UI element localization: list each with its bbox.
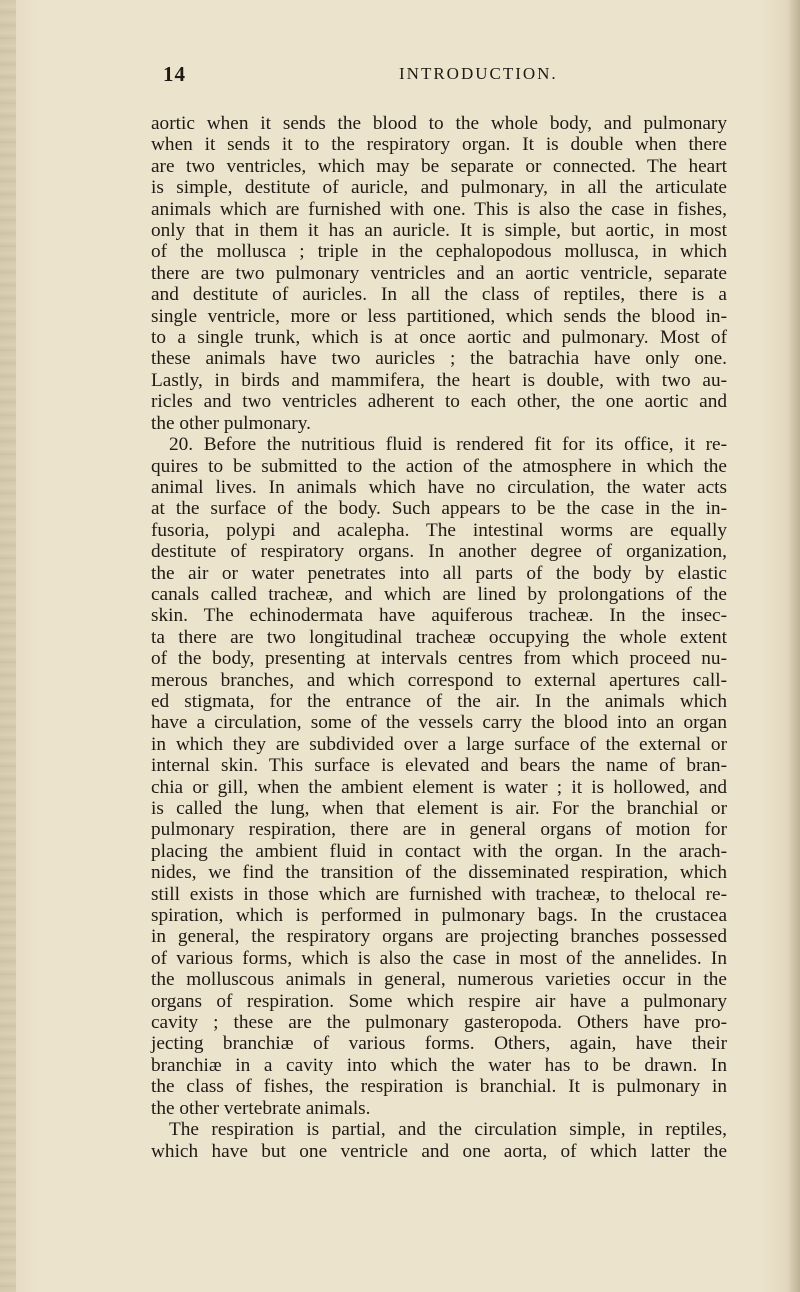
text-line: Lastly, in birds and mammifera, the heart is double, with two au-: [151, 369, 727, 391]
body-text: [151, 113, 727, 1162]
text-line: the class of fishes, the respiration is branchial. It is pulmonary in: [151, 1076, 727, 1098]
text-line: ricles and two ventricles adherent to each other, the one aortic and: [151, 391, 727, 413]
text-line: which have but one ventricle and one aorta, of which latter the: [151, 1140, 727, 1162]
page-binding-edge: [0, 0, 16, 1292]
text-line: merous branches, and which correspond to external apertures call-: [151, 669, 727, 691]
text-line: canals called tracheæ, and which are lined by prolongations of the: [151, 583, 727, 605]
text-line: animals which are furnished with one. This is also the case in fishes,: [151, 198, 727, 220]
text-line: animal lives. In animals which have no circulation, the water acts: [151, 476, 727, 498]
text-line: nides, we find the transition of the disseminated respiration, which: [151, 862, 727, 884]
text-line: the other pulmonary.: [151, 412, 311, 434]
running-title: INTRODUCTION.: [399, 64, 558, 83]
text-line: are two ventricles, which may be separate or connected. The heart: [151, 155, 727, 177]
text-line: and destitute of auricles. In all the class of reptiles, there is a: [151, 284, 727, 306]
text-line: skin. The echinodermata have aquiferous tracheæ. In the insec-: [151, 605, 727, 627]
text-line: spiration, which is performed in pulmonary bags. In the crustacea: [151, 905, 727, 927]
text-line: fusoria, polypi and acalepha. The intestinal worms are equally: [151, 519, 727, 541]
text-line: of various forms, which is also the case in most of the annelides. In: [151, 947, 727, 969]
text-line: of the mollusca ; triple in the cephalopodous mollusca, in which: [151, 241, 727, 263]
text-line: still exists in those which are furnished with tracheæ, to thelocal re-: [151, 883, 727, 905]
page-header: [163, 62, 723, 92]
text-line: single ventricle, more or less partitioned, which sends the blood in-: [151, 305, 727, 327]
text-line: have a circulation, some of the vessels carry the blood into an organ: [151, 712, 727, 734]
text-line: cavity ; these are the pulmonary gasteropoda. Others have pro-: [151, 1012, 727, 1034]
text-line: is simple, destitute of auricle, and pulmonary, in all the articulate: [151, 177, 727, 199]
text-line: destitute of respiratory organs. In another degree of organization,: [151, 541, 727, 563]
text-line: at the surface of the body. Such appears to be the case in the in-: [151, 498, 727, 520]
text-line: 20. Before the nutritious fluid is rendered fit for its office, it re-: [169, 434, 727, 456]
text-line: aortic when it sends the blood to the whole body, and pulmonary: [151, 113, 727, 134]
text-line: the molluscous animals in general, numerous varieties occur in the: [151, 969, 727, 991]
text-line: in which they are subdivided over a large surface of the external or: [151, 733, 727, 755]
text-line: pulmonary respiration, there are in general organs of motion for: [151, 819, 727, 841]
text-line: the other vertebrate animals.: [151, 1097, 371, 1119]
text-line: these animals have two auricles ; the batrachia have only one.: [151, 348, 727, 370]
text-line: there are two pulmonary ventricles and an aortic ventricle, separate: [151, 262, 727, 284]
page-right-edge: [790, 0, 800, 1292]
text-line: when it sends it to the respiratory organ. It is double when there: [151, 134, 727, 156]
text-line: ed stigmata, for the entrance of the air. In the animals which: [151, 690, 727, 712]
text-line: in general, the respiratory organs are projecting branches possessed: [151, 926, 727, 948]
text-line: organs of respiration. Some which respire air have a pulmonary: [151, 990, 727, 1012]
text-line: only that in them it has an auricle. It is simple, but aortic, in most: [151, 220, 727, 242]
text-line: placing the ambient fluid in contact with the organ. In the arach-: [151, 840, 727, 862]
text-line: quires to be submitted to the action of the atmosphere in which the: [151, 455, 727, 477]
text-line: is called the lung, when that element is air. For the branchial or: [151, 798, 727, 819]
text-line: to a single trunk, which is at once aortic and pulmonary. Most of: [151, 327, 727, 349]
text-line: chia or gill, when the ambient element is water ; it is hollowed, and: [151, 776, 727, 798]
text-line: jecting branchiæ of various forms. Others, again, have their: [151, 1033, 727, 1055]
text-line: of the body, presenting at intervals centres from which proceed nu-: [151, 648, 727, 670]
text-line: The respiration is partial, and the circulation simple, in reptiles,: [169, 1119, 727, 1141]
text-line: internal skin. This surface is elevated and bears the name of bran-: [151, 755, 727, 777]
text-line: ta there are two longitudinal tracheæ occupying the whole extent: [151, 626, 727, 648]
text-line: the air or water penetrates into all parts of the body by elastic: [151, 562, 727, 584]
text-line: branchiæ in a cavity into which the water has to be drawn. In: [151, 1054, 727, 1076]
page-number: 14: [163, 62, 186, 86]
